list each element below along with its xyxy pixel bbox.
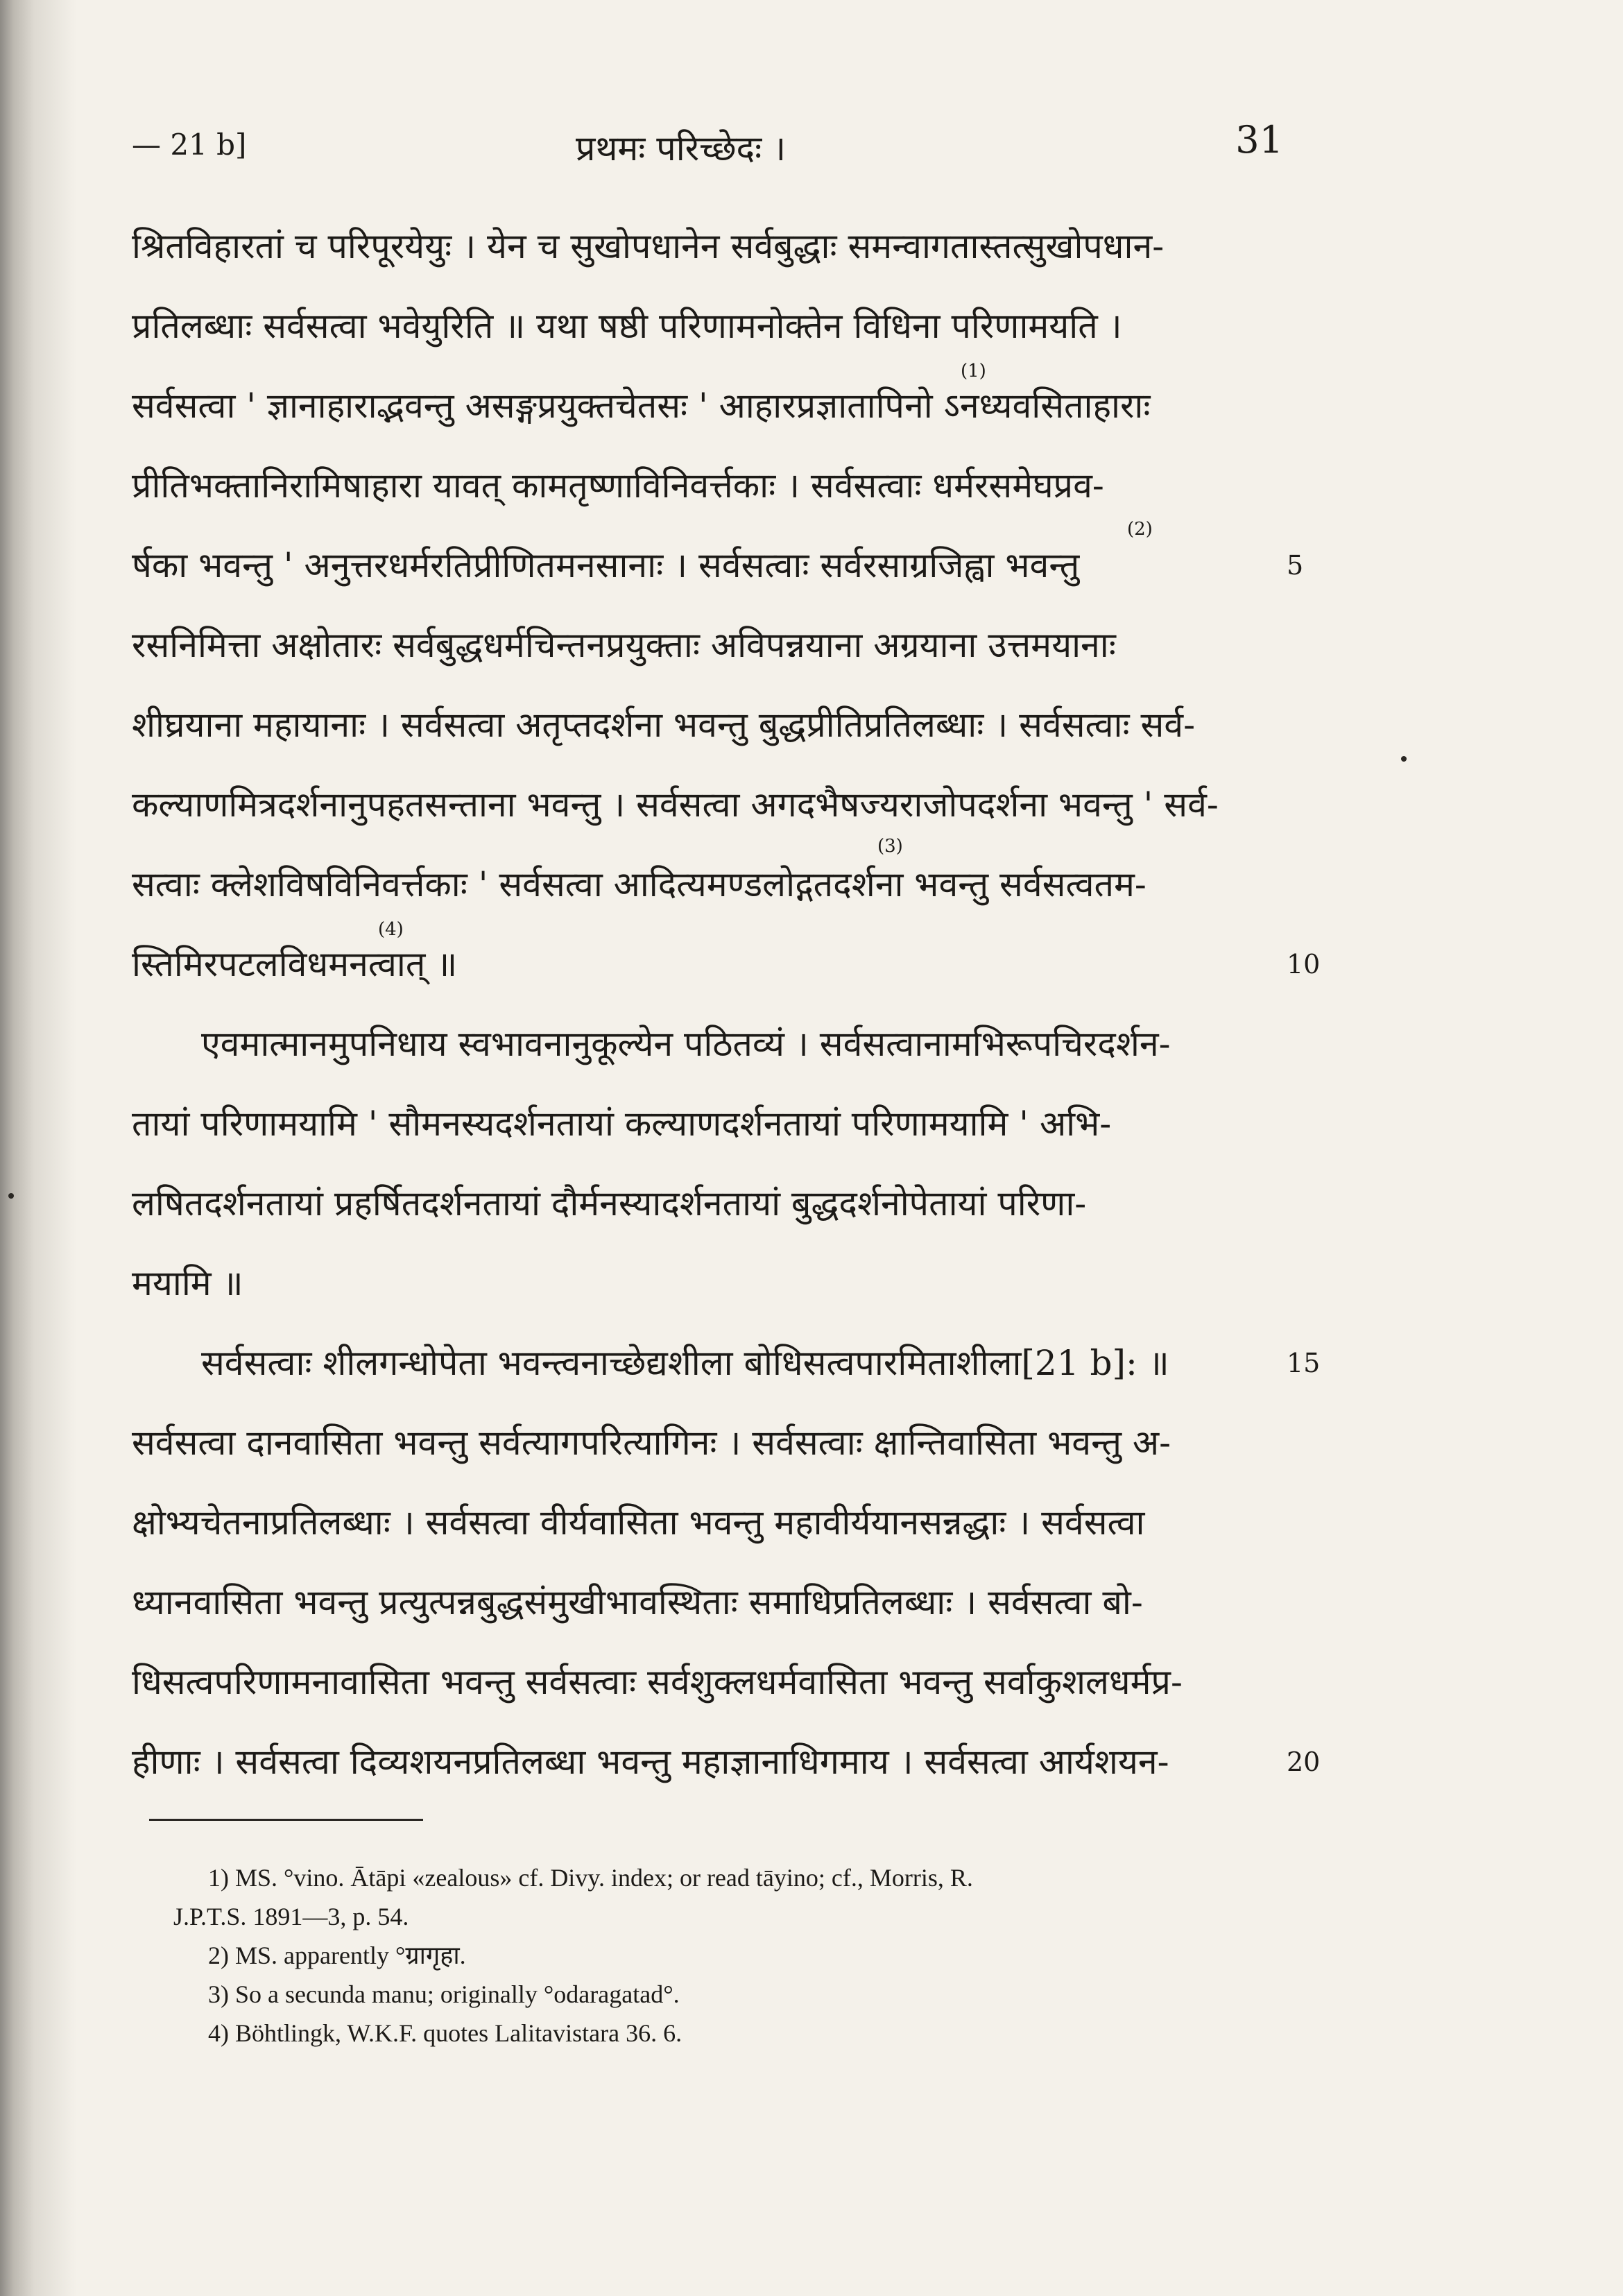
- text-line-7: शीघ्रयाना महायानाः । सर्वसत्वा अतृप्तदर्शना भवन्तु बुद्धप्रीतिप्रतिलब्धाः । सर्वसत्वाः सर्व-: [132, 705, 1195, 745]
- note-mark-1: (1): [961, 361, 986, 382]
- page-number: 31: [1235, 118, 1283, 162]
- running-title: प्रथमः परिच्छेदः ।: [576, 128, 787, 169]
- text-line-3: सर्वसत्वा ' ज्ञानाहाराद्भवन्तु असङ्गप्रयुक्तचेतसः ' आहारप्रज्ञातापिनो ऽनध्यवसिताहाराः: [132, 386, 1151, 426]
- line-number-10: 10: [1287, 949, 1321, 979]
- footnote-1: 1) MS. °vino. Ātāpi «zealous» cf. Divy. index; or read tāyino; cf., Morris, R.: [208, 1864, 973, 1892]
- text-line-16: सर्वसत्वा दानवासिता भवन्तु सर्वत्यागपरित्यागिनः । सर्वसत्वाः क्षान्तिवासिता भवन्तु अ-: [132, 1423, 1171, 1463]
- text-line-9: सत्वाः क्लेशविषविनिवर्त्तकाः ' सर्वसत्वा आदित्यमण्डलोद्गतदर्शना भवन्तु सर्वसत्वतम-: [132, 864, 1147, 905]
- footnote-3: 3) So a secunda manu; originally °odaragatad°.: [208, 1980, 680, 2008]
- footnote-2: 2) MS. apparently °ग्रागृहा.: [208, 1942, 466, 1969]
- note-mark-2: (2): [1127, 519, 1153, 540]
- note-mark-4: (4): [378, 919, 404, 940]
- text-line-15: सर्वसत्वाः शीलगन्धोपेता भवन्त्वनाच्छेद्यशीला बोधिसत्वपारमिताशीला[21 b]: ॥: [201, 1343, 1169, 1383]
- page-header: [132, 118, 1283, 173]
- text-line-2: प्रतिलब्धाः सर्वसत्वा भवेयुरिति ॥ यथा षष्ठी परिणामनोक्तेन विधिना परिणामयति ।: [132, 306, 1122, 346]
- line-number-20: 20: [1287, 1747, 1321, 1777]
- text-line-5: र्षका भवन्तु ' अनुत्तरधर्मरतिप्रीणितमनसानाः । सर्वसत्वाः सर्वरसाग्रजिह्वा भवन्तु: [132, 545, 1080, 585]
- section-reference: — 21 b]: [132, 128, 247, 162]
- text-line-13: लषितदर्शनतायां प्रहर्षितदर्शनतायां दौर्मनस्यादर्शनतायां बुद्धदर्शनोपेतायां परिणा-: [132, 1183, 1087, 1224]
- text-line-14: मयामि ॥: [132, 1263, 243, 1303]
- text-line-12: तायां परिणामयामि ' सौमनस्यदर्शनतायां कल्याणदर्शनतायां परिणामयामि ' अभि-: [132, 1104, 1112, 1144]
- scan-edge-shadow: [0, 0, 76, 2296]
- text-line-20: हीणाः । सर्वसत्वा दिव्यशयनप्रतिलब्धा भवन्तु महाज्ञानाधिगमाय । सर्वसत्वा आर्यशयन-: [132, 1742, 1169, 1782]
- text-line-1: श्रितविहारतां च परिपूरयेयुः । येन च सुखोपधानेन सर्वबुद्धाः समन्वागतास्तत्सुखोपधान-: [132, 226, 1165, 266]
- text-line-18: ध्यानवासिता भवन्तु प्रत्युत्पन्नबुद्धसंमुखीभावस्थिताः समाधिप्रतिलब्धाः । सर्वसत्वा बो-: [132, 1582, 1143, 1622]
- text-line-6: रसनिमित्ता अक्षोतारः सर्वबुद्धधर्मचिन्तनप्रयुक्ताः अविपन्नयाना अग्रयाना उत्तमयानाः: [132, 625, 1116, 665]
- text-line-19: धिसत्वपरिणामनावासिता भवन्तु सर्वसत्वाः सर्वशुक्लधर्मवासिता भवन्तु सर्वाकुशलधर्मप्र-: [132, 1662, 1183, 1702]
- footnote-rule: [149, 1819, 423, 1821]
- footnote-1-continued: J.P.T.S. 1891—3, p. 54.: [173, 1903, 409, 1930]
- speck-2: [8, 1193, 14, 1199]
- text-line-17: क्षोभ्यचेतनाप्रतिलब्धाः । सर्वसत्वा वीर्यवासिता भवन्तु महावीर्ययानसन्नद्धाः । सर्वसत्वा: [132, 1502, 1145, 1543]
- text-line-10: स्तिमिरपटलविधमनत्वात् ॥: [132, 944, 458, 984]
- speck-1: [1401, 756, 1407, 762]
- text-line-4: प्रीतिभक्तानिरामिषाहारा यावत् कामतृष्णाविनिवर्त्तकाः । सर्वसत्वाः धर्मरसमेघप्रव-: [132, 465, 1104, 506]
- text-line-11: एवमात्मानमुपनिधाय स्वभावनानुकूल्येन पठितव्यं । सर्वसत्वानामभिरूपचिरदर्शन-: [201, 1024, 1171, 1064]
- text-line-8: कल्याणमित्रदर्शनानुपहतसन्ताना भवन्तु । सर्वसत्वा अगदभैषज्यराजोपदर्शना भवन्तु ' सर्व-: [132, 785, 1219, 825]
- line-number-5: 5: [1287, 550, 1304, 581]
- note-mark-3: (3): [877, 836, 903, 857]
- line-number-15: 15: [1287, 1348, 1321, 1378]
- footnote-4: 4) Böhtlingk, W.K.F. quotes Lalitavistara 36. 6.: [208, 2019, 682, 2047]
